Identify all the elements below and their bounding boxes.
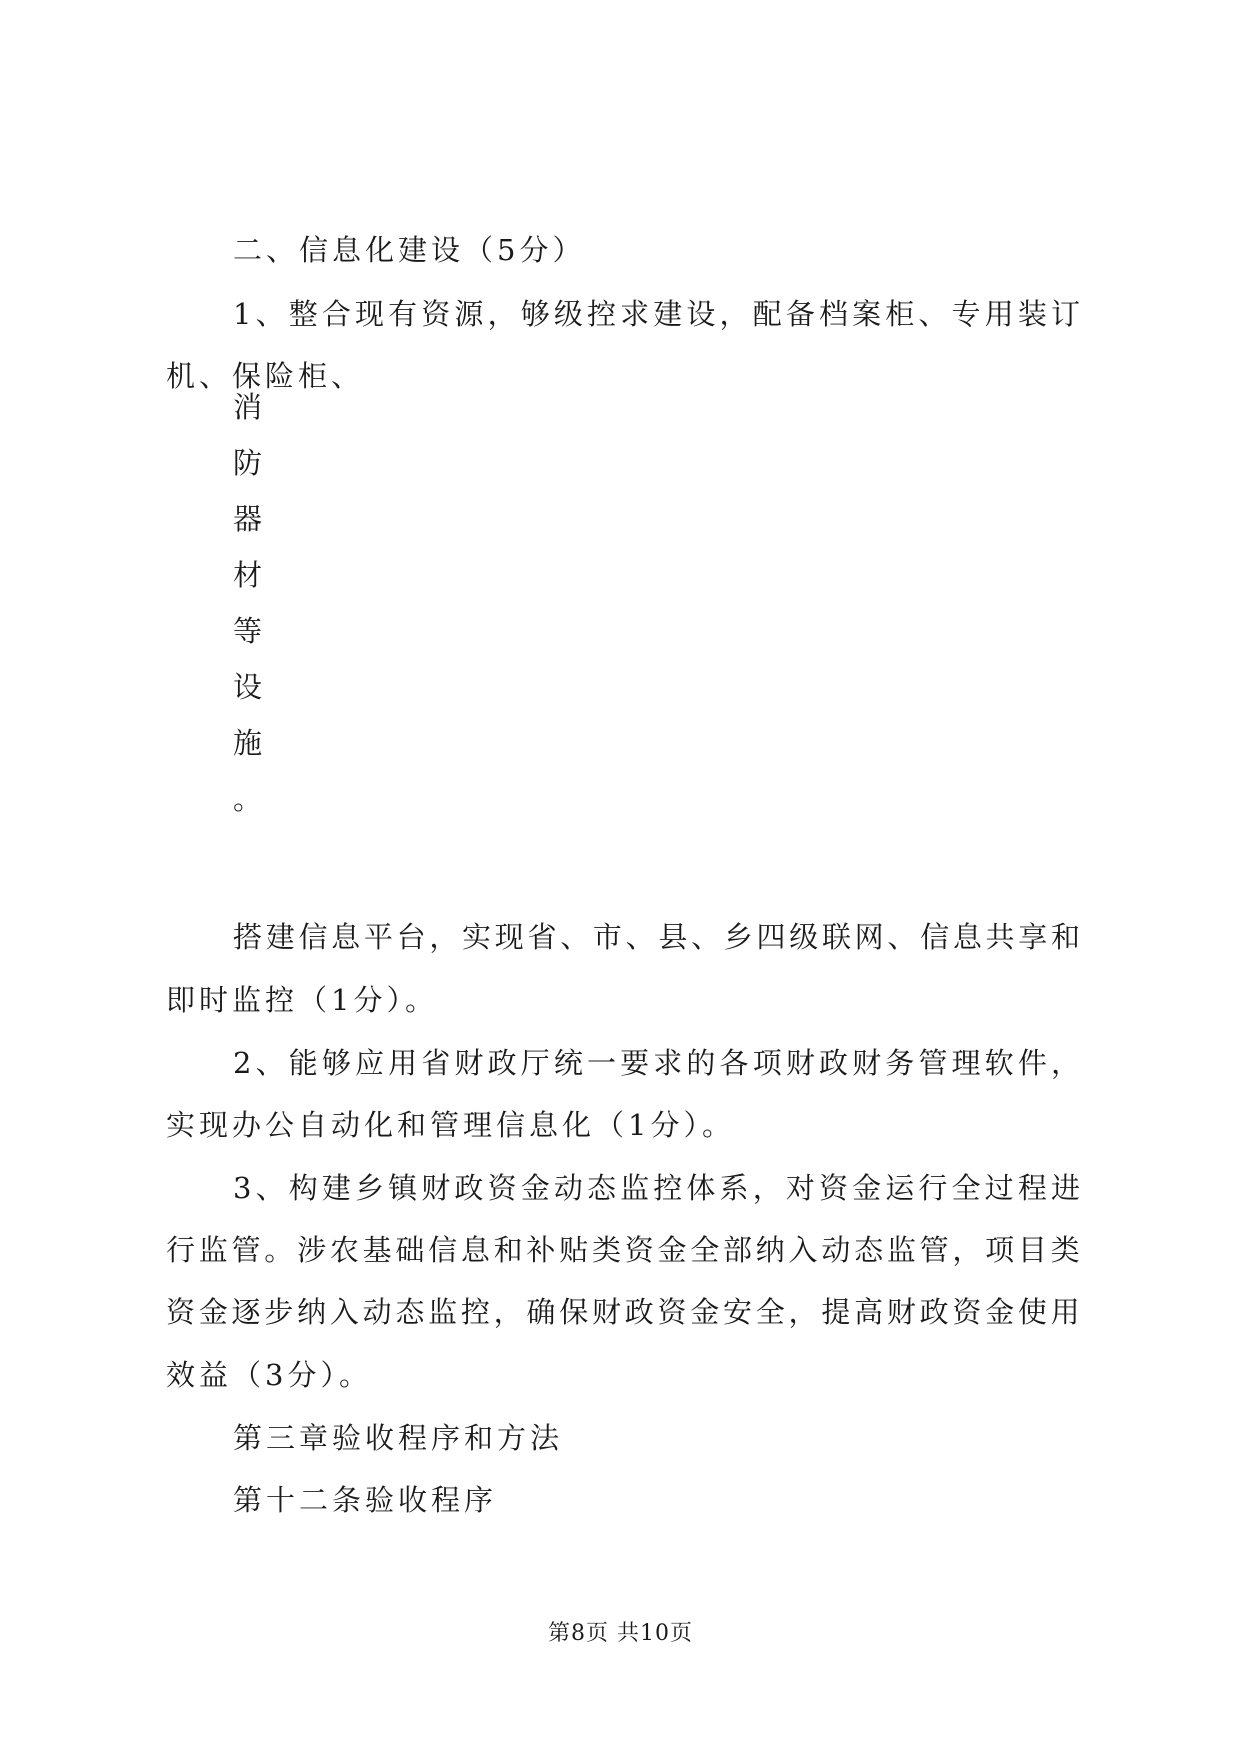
vertical-char: 施 [233,726,263,760]
page-footer: 第8页 共10页 [548,1621,693,1646]
vertical-char: 器 [233,502,263,536]
item3-line4: 效益（3分）。 [166,1358,372,1392]
vertical-char: 材 [233,558,263,592]
item2-line1: 2 、 能 够 应 用 省 财 政 厅 统 一 要 求 的 各 项 财 政 财 务 管 理 软 件 ， [233,1046,1080,1080]
item3-line1: 3 、 构 建 乡 镇 财 政 资 金 动 态 监 控 体 系 ， 对 资 金 运 行 全 过 程 进 [233,1171,1080,1205]
vertical-char: 消 [233,390,263,424]
vertical-char: 。 [233,782,263,816]
item3-line3: 资 金 逐 步 纳 入 动 态 监 控 ， 确 保 财 政 资 金 安 全 ， 提 高 财 政 资 金 使 用 [166,1295,1080,1329]
item1-line2: 机、保险柜、 [166,359,365,393]
vertical-char: 设 [233,670,263,704]
vertical-char: 防 [233,446,263,480]
platform-line1: 搭 建 信 息 平 台 ， 实 现 省 、 市 、 县 、 乡 四 级 联 网 、 信 息 共 享 和 [233,920,1080,954]
section-title: 二、信息化建设（5分） [233,233,586,267]
item3-line2: 行 监 管 。 涉 农 基 础 信 息 和 补 贴 类 资 金 全 部 纳 入 动 态 监 管 ， 项 目 类 [166,1233,1080,1267]
item1-line1: 1 、 整 合 现 有 资 源 ， 够 级 控 求 建 设 ， 配 备 档 案 柜 、 专 用 装 订 [233,297,1080,331]
vertical-char: 等 [233,614,263,648]
platform-line2: 即时监控（1分）。 [166,983,438,1017]
item2-line2: 实现办公自动化和管理信息化（1分）。 [166,1108,735,1142]
chapter-heading: 第三章验收程序和方法 [233,1421,564,1455]
article-heading: 第十二条验收程序 [233,1483,498,1517]
